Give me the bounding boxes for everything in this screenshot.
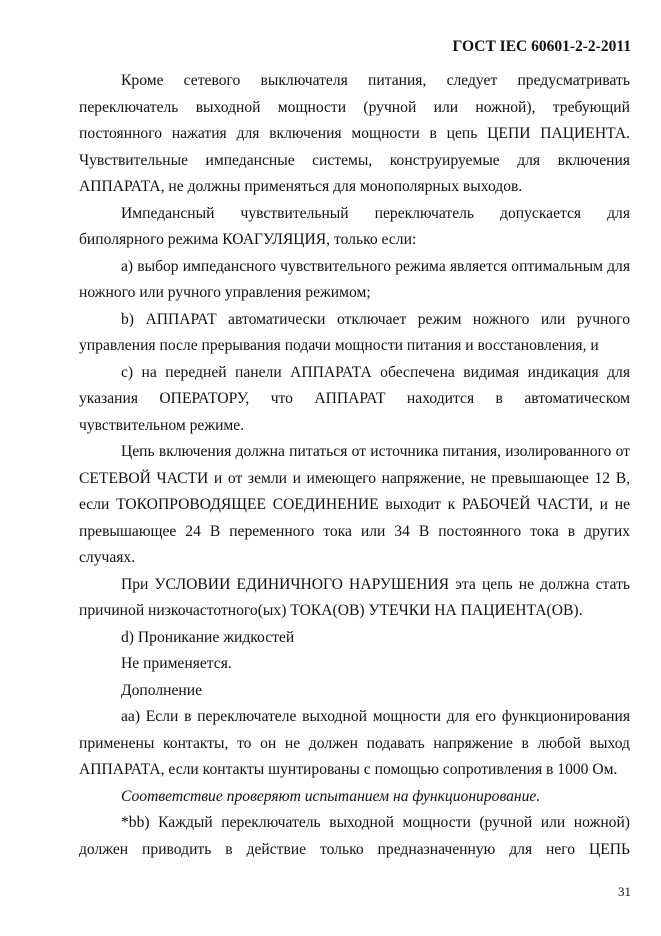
- list-item-aa: aa) Если в переключателе выходной мощности для его функционирования применены контакты, то он не должен подавать напряжение в любой выход АППАРАТА, если контакты шунтированы с помощью сопротивления в 1000 Ом.: [79, 708, 630, 778]
- paragraph-impedance-switch: Импедансный чувствительный переключатель допускается для биполярного режима КОАГУЛЯЦИЯ, только если:: [79, 204, 630, 248]
- document-header: ГОСТ IEC 60601-2-2-2011: [452, 38, 631, 55]
- paragraph-power-switch: Кроме сетевого выключателя питания, следует предусматривать переключатель выходной мощности (ручной или ножной), требующий постоянного нажатия для включения мощности в цепь ЦЕПИ ПАЦИЕНТА. Чувствительные импедансные системы, конструируемые для включения АППАРАТА, не должны применяться для монополярных выходов.: [79, 72, 630, 195]
- compliance-statement: Соответствие проверяют испытанием на функционирование.: [121, 787, 541, 805]
- paragraph-single-fault: При УСЛОВИИ ЕДИНИЧНОГО НАРУШЕНИЯ эта цепь не должна стать причиной низкочастотного(ых) ТОКА(ОВ) УТЕЧКИ НА ПАЦИЕНТА(ОВ).: [79, 575, 630, 619]
- document-body: [79, 68, 630, 863]
- subsection-heading-addition: Дополнение: [121, 681, 203, 699]
- paragraph-circuit-supply: Цепь включения должна питаться от источника питания, изолированного от СЕТЕВОЙ ЧАСТИ и от земли и имеющего напряжение, не превышающее 12 В, если ТОКОПРОВОДЯЩЕЕ СОЕДИНЕНИЕ выходит к РАБОЧЕЙ ЧАСТИ, и не превышающее 24 В переменного тока или 34 В постоянного тока в других случаях.: [79, 443, 630, 566]
- list-item-c: c) на передней панели АППАРАТА обеспечена видимая индикация для указания ОПЕРАТОРУ, что АППАРАТ находится в автоматическом чувствительном режиме.: [79, 363, 630, 434]
- page-number: 31: [618, 884, 631, 899]
- list-item-bb: *bb) Каждый переключатель выходной мощности (ручной или ножной) должен приводить в действие только предназначенную для него ЦЕПЬ: [79, 814, 630, 858]
- paragraph-not-applicable: Не применяется.: [121, 655, 232, 672]
- list-item-a: a) выбор импедансного чувствительного режима является оптимальным для ножного или ручного управления режимом;: [79, 257, 630, 301]
- list-item-b: b) АППАРАТ автоматически отключает режим ножного или ручного управления после прерывания подачи мощности питания и восстановления, и: [79, 310, 630, 354]
- subsection-heading-d: d) Проникание жидкостей: [121, 628, 295, 646]
